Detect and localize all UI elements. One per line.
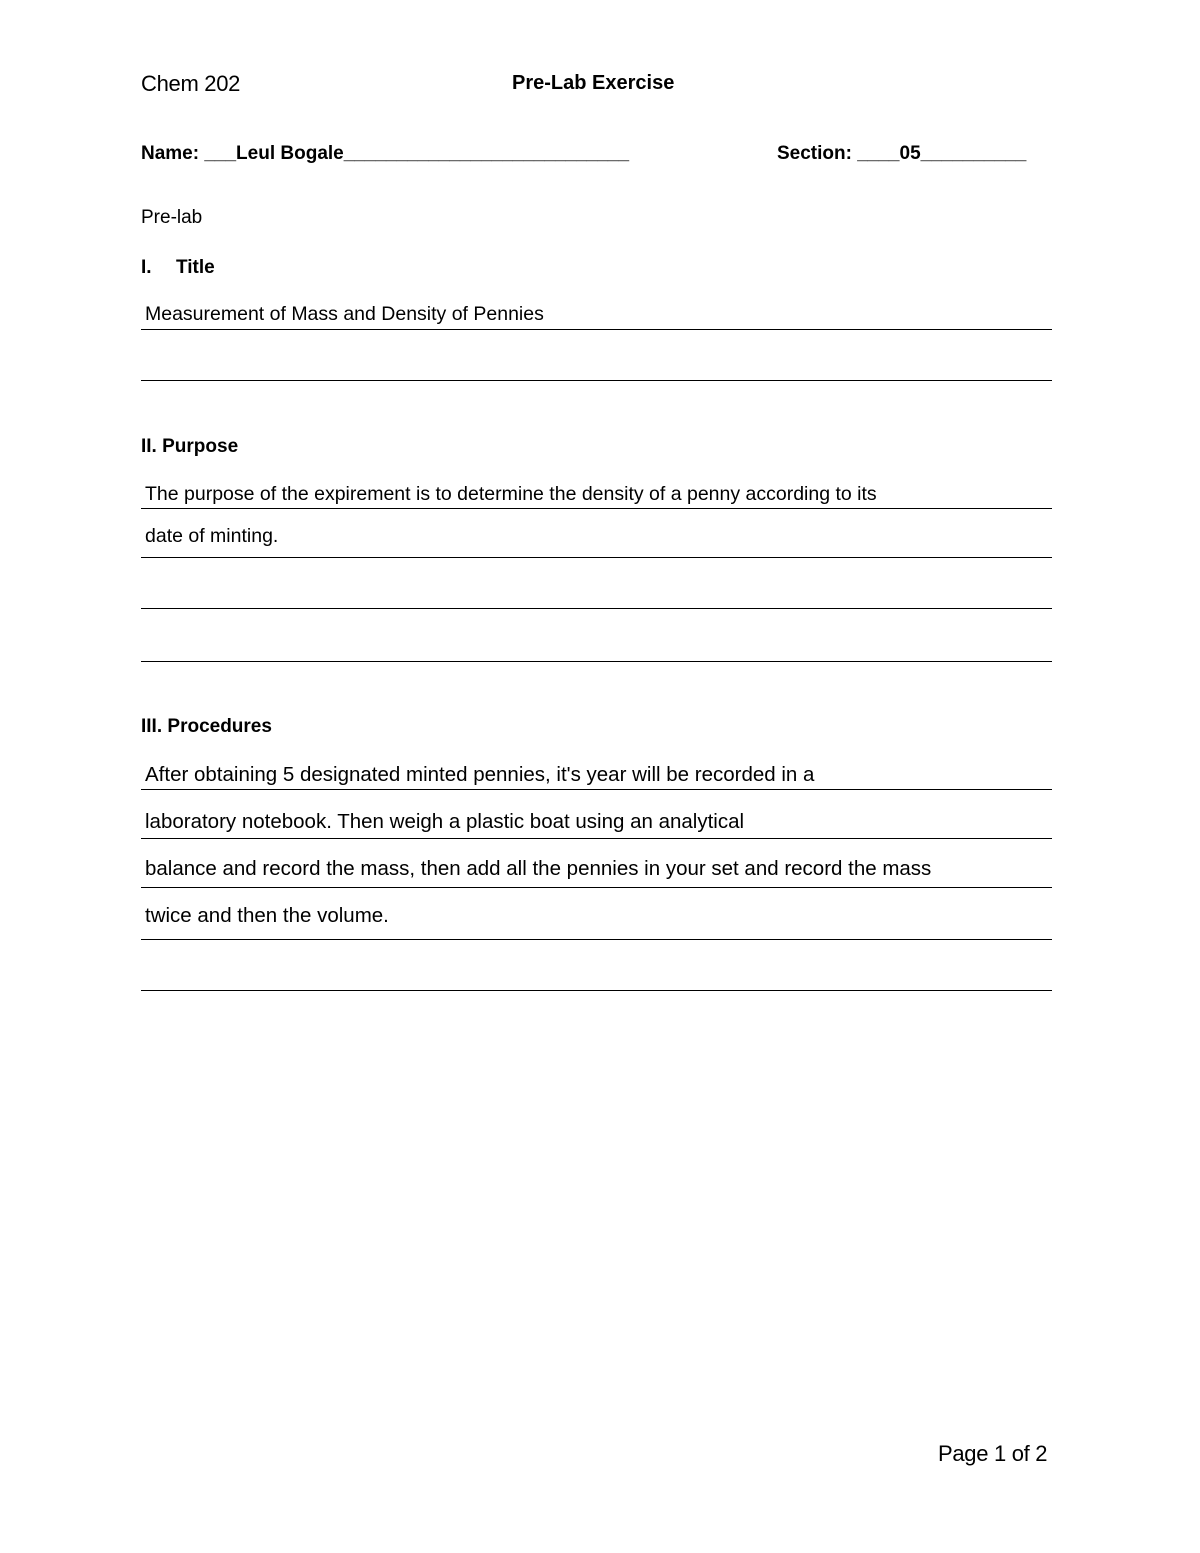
- procedures-rule-2: [141, 838, 1052, 839]
- course-label: Chem 202: [141, 71, 241, 96]
- purpose-rule-2: [141, 557, 1052, 558]
- purpose-rule-4: [141, 661, 1052, 662]
- procedures-heading: III. Procedures: [141, 716, 272, 737]
- procedures-line-2: laboratory notebook. Then weigh a plastic boat using an analytical: [145, 810, 745, 833]
- title-rule-2: [141, 380, 1052, 381]
- purpose-line-1: The purpose of the expirement is to determine the density of a penny according to its: [145, 483, 877, 505]
- purpose-rule-3: [141, 608, 1052, 609]
- purpose-heading: II. Purpose: [141, 436, 239, 457]
- title-rule-1: [141, 329, 1052, 330]
- title-answer-line-1: Measurement of Mass and Density of Pennies: [145, 303, 544, 325]
- purpose-rule-1: [141, 508, 1052, 509]
- prelab-label: Pre-lab: [141, 207, 203, 228]
- procedures-line-1: After obtaining 5 designated minted pennies, it's year will be recorded in a: [145, 763, 815, 786]
- procedures-rule-1: [141, 789, 1052, 790]
- procedures-rule-5: [141, 990, 1052, 991]
- title-heading-label: Title: [176, 257, 215, 278]
- title-heading: [141, 257, 215, 279]
- procedures-line-3: balance and record the mass, then add all the pennies in your set and record the mass: [145, 857, 932, 880]
- title-heading-number: I.: [141, 257, 152, 278]
- section-field: Section: ____05__________: [777, 143, 1027, 164]
- name-field: Name: ___Leul Bogale___________________________: [141, 143, 630, 164]
- page-number: Page 1 of 2: [938, 1441, 1048, 1466]
- procedures-rule-3: [141, 887, 1052, 888]
- document-title: Pre-Lab Exercise: [512, 72, 675, 94]
- procedures-line-4: twice and then the volume.: [145, 904, 389, 927]
- procedures-rule-4: [141, 939, 1052, 940]
- purpose-line-2: date of minting.: [145, 525, 279, 547]
